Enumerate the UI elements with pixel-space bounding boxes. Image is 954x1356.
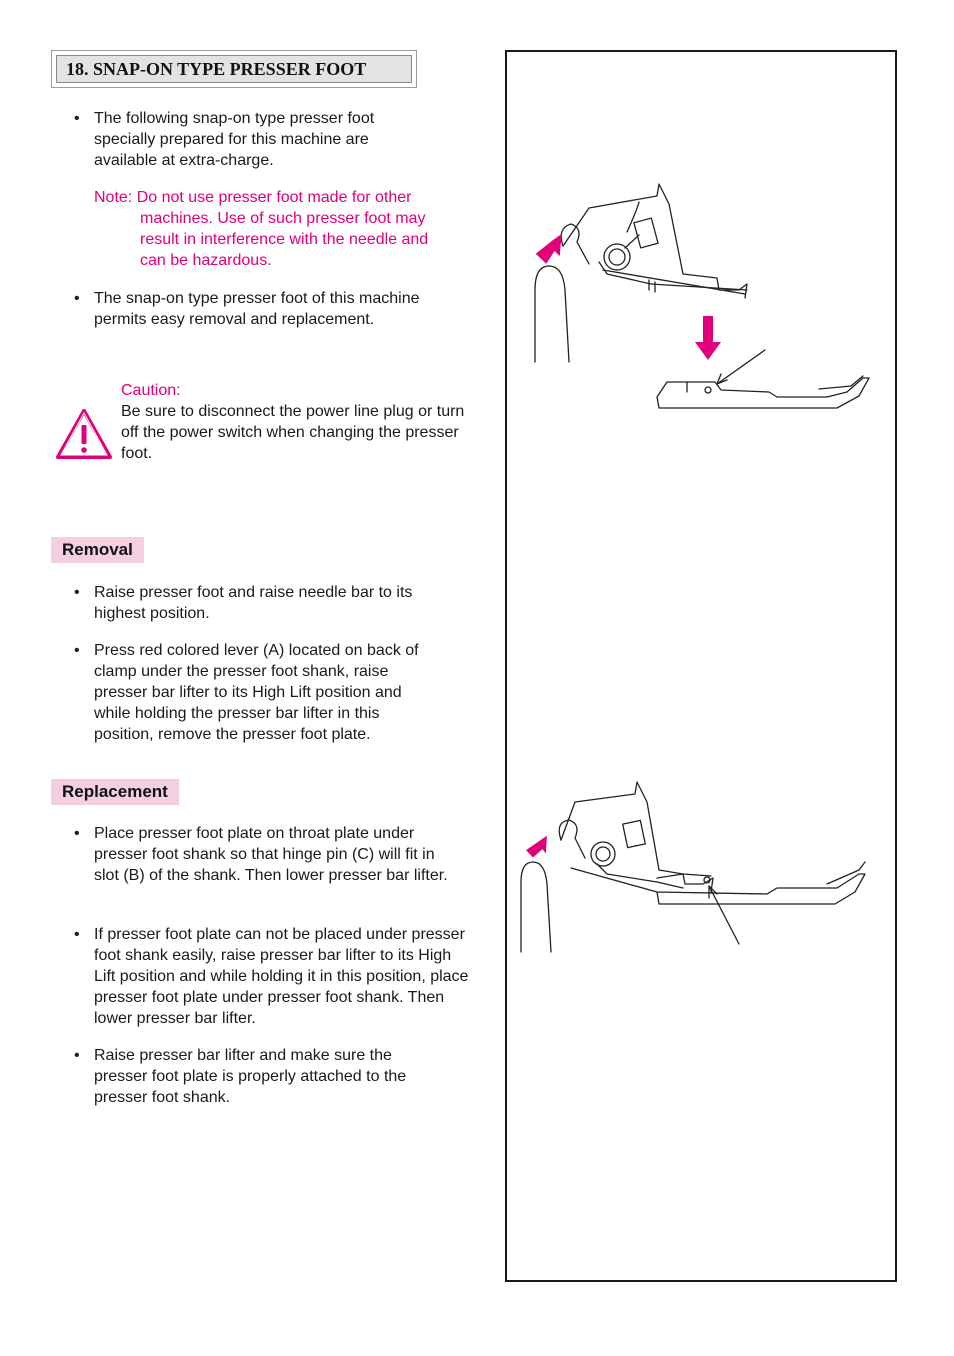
section-title: 18. SNAP-ON TYPE PRESSER FOOT (51, 50, 417, 88)
removal-diagram (535, 184, 869, 408)
presser-foot-illustrations (507, 52, 899, 1284)
replacement-bullet-1: • Place presser foot plate on throat plate under presser foot shank so that hinge pin (C) will fit in slot (B) of the shank. Then lower presser bar lifter. (94, 823, 459, 886)
hinge-pin-hole (705, 387, 711, 393)
easy-removal-bullet: • The snap-on type presser foot of this machine permits easy removal and replacement. (94, 288, 454, 330)
illustration-panel (505, 50, 897, 1282)
note-line-3: result in interference with the needle and (140, 231, 429, 248)
warning-triangle-icon (55, 408, 113, 460)
down-arrow-icon (695, 316, 721, 360)
caution-text: Be sure to disconnect the power line plug or turn off the power switch when changing the presser foot. (121, 403, 465, 462)
note-line-4: can be hazardous. (140, 252, 272, 269)
removal-heading: Removal (51, 537, 144, 563)
up-arrow-icon (534, 230, 563, 266)
finger-shape-2 (521, 862, 551, 952)
replacement-diagram (521, 782, 865, 952)
note-block (94, 187, 474, 271)
caution-block (121, 380, 481, 464)
removal-bullet-1: • Raise presser foot and raise needle bar to its highest position. (94, 582, 454, 624)
up-arrow-icon-2 (525, 832, 549, 859)
finger-shape (535, 266, 569, 362)
foot-plate (657, 378, 869, 408)
intro-bullet: • The following snap-on type presser foot specially prepared for this machine are available at extra-charge. (94, 108, 414, 171)
note-line-1: Note: Do not use presser foot made for other (94, 189, 412, 206)
replacement-bullet-3: • Raise presser bar lifter and make sure the presser foot plate is properly attached to the presser foot shank. (94, 1045, 444, 1108)
removal-bullet-2: • Press red colored lever (A) located on back of clamp under the presser foot shank, raise presser bar lifter to its High Lift position and while holding the presser bar lifter in this position, remove the presser foot plate. (94, 640, 439, 745)
note-line-2: machines. Use of such presser foot may (140, 210, 426, 227)
replacement-heading: Replacement (51, 779, 179, 805)
replacement-bullet-2: • If presser foot plate can not be placed under presser foot shank easily, raise presser bar lifter to its High Lift position and while holding it in this position, place presser foot plate under presser foot shank. Then lower presser bar lifter. (94, 924, 469, 1029)
caution-label: Caution: (121, 382, 181, 399)
